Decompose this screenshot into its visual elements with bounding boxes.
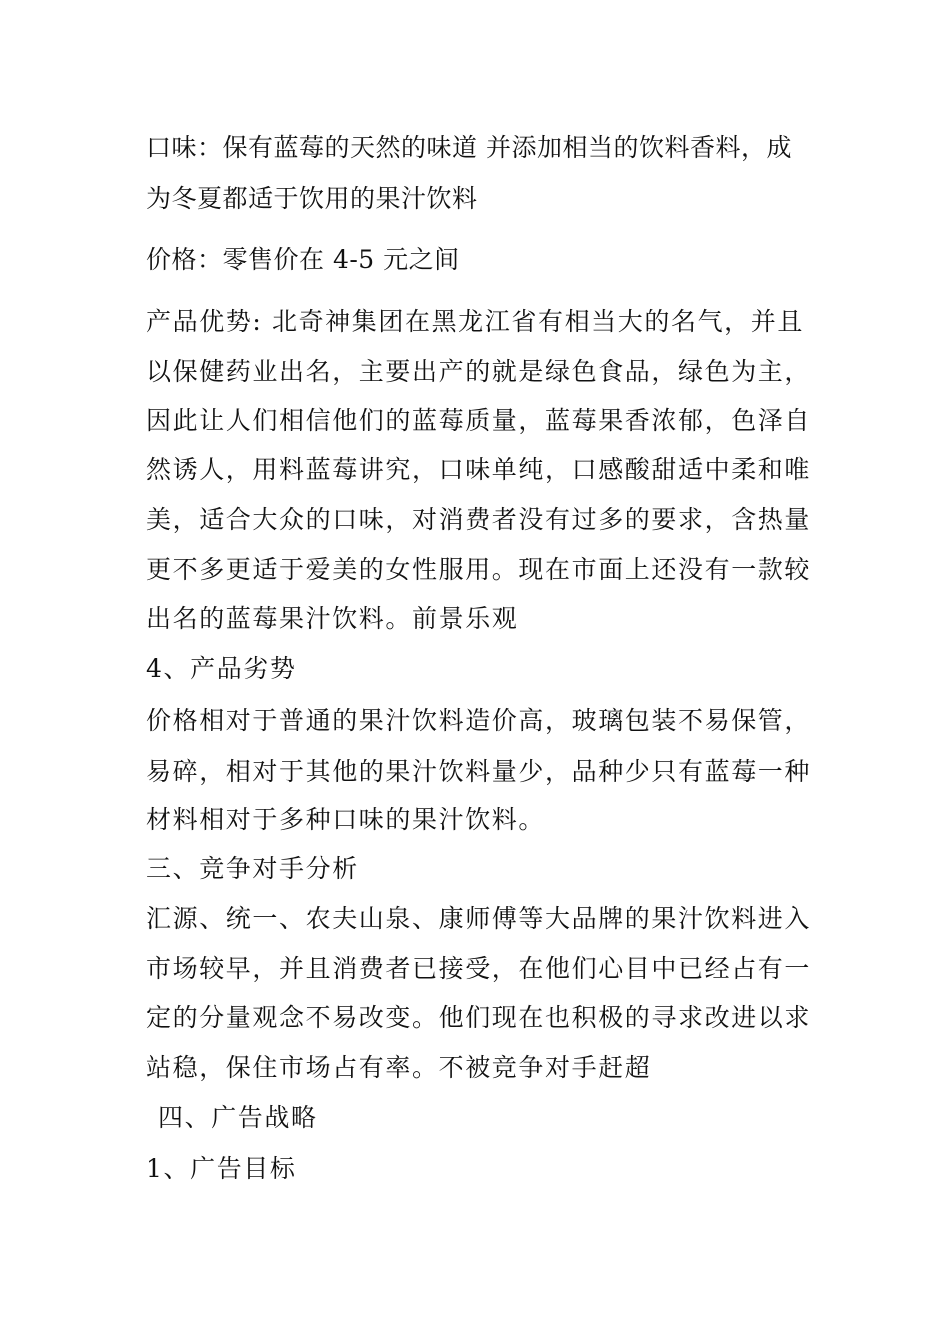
advertising-heading: 四、广告战略 xyxy=(158,1103,318,1132)
disadvantage-line-3: 材料相对于多种口味的果汁饮料。 xyxy=(146,805,546,834)
advertising-subheading: 1、广告目标 xyxy=(146,1154,297,1183)
competitors-line-2: 市场较早，并且消费者已接受，在他们心目中已经占有一 xyxy=(146,954,812,983)
disadvantage-heading: 4、产品劣势 xyxy=(146,654,297,683)
disadvantage-line-1: 价格相对于普通的果汁饮料造价高，玻璃包装不易保管， xyxy=(146,706,812,735)
taste-line-1: 口味：保有蓝莓的天然的味道 并添加相当的饮料香料，成 xyxy=(146,133,792,162)
advantage-line-5: 美，适合大众的口味，对消费者没有过多的要求，含热量 xyxy=(146,505,812,534)
advantage-line-7: 出名的蓝莓果汁饮料。前景乐观 xyxy=(146,604,519,633)
competitors-line-4: 站稳，保住市场占有率。不被竞争对手赶超 xyxy=(146,1053,652,1082)
advantage-line-1: 产品优势: 北奇神集团在黑龙江省有相当大的名气，并且 xyxy=(146,307,804,336)
price-line: 价格：零售价在 4-5 元之间 xyxy=(146,245,460,274)
advantage-line-6: 更不多更适于爱美的女性服用。现在市面上还没有一款较 xyxy=(146,555,812,584)
advantage-line-3: 因此让人们相信他们的蓝莓质量，蓝莓果香浓郁，色泽自 xyxy=(146,406,812,435)
taste-line-2: 为冬夏都适于饮用的果汁饮料 xyxy=(146,184,478,213)
advantage-line-2: 以保健药业出名，主要出产的就是绿色食品，绿色为主， xyxy=(146,357,812,386)
competitors-heading: 三、竞争对手分析 xyxy=(146,854,359,883)
competitors-line-3: 定的分量观念不易改变。他们现在也积极的寻求改进以求 xyxy=(146,1003,812,1032)
disadvantage-line-2: 易碎，相对于其他的果汁饮料量少，品种少只有蓝莓一种 xyxy=(146,757,812,786)
competitors-line-1: 汇源、统一、农夫山泉、康师傅等大品牌的果汁饮料进入 xyxy=(146,904,812,933)
advantage-line-4: 然诱人，用料蓝莓讲究，口味单纯，口感酸甜适中柔和唯 xyxy=(146,455,812,484)
